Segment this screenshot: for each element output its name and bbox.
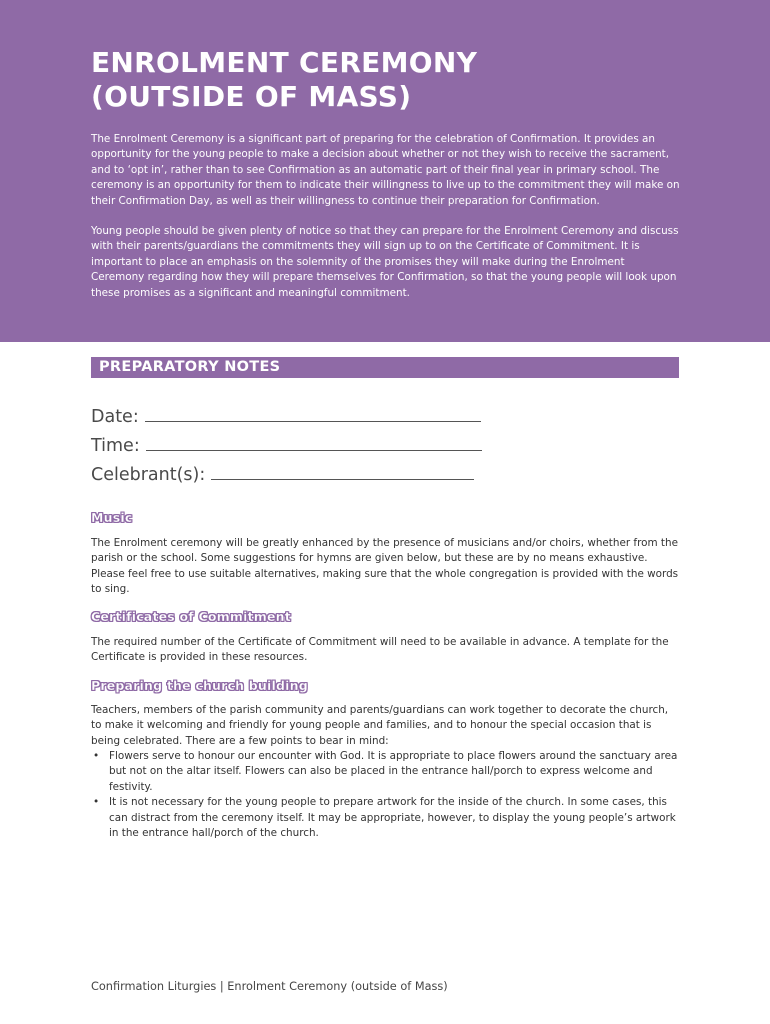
time-blank-line[interactable]	[146, 450, 482, 451]
list-item	[91, 749, 681, 795]
intro-paragraph-1: The Enrolment Ceremony is a significant part of preparing for the celebration of Confirmation. It provides an opportunity for the young people to make a decision about whether or not they wish to receive the sacrament, and to ‘opt in’, rather than to see Confirmation as an automatic part of their final year in primary school. The ceremony is an opportunity for them to indicate their willingness to live up to the commitment they will make on their Confirmation Day, as well as their willingness to continue their preparation for Confirmation.	[91, 133, 680, 207]
music-text: The Enrolment ceremony will be greatly enhanced by the presence of musicians and/or choirs, whether from the parish or the school. Some suggestions for hymns are given below, but these are by no means exhaustive. Please feel free to use suitable alternatives, making sure that the whole congregation is provided with the words to sing.	[91, 537, 679, 596]
title-line-1: ENROLMENT CEREMONY	[91, 46, 478, 79]
celebrant-label: Celebrant(s):	[91, 465, 206, 485]
list-item	[91, 795, 681, 841]
preparatory-fields	[91, 398, 491, 485]
page-footer: Confirmation Liturgies | Enrolment Ceremony (outside of Mass)	[91, 980, 448, 993]
time-label: Time:	[91, 436, 140, 456]
bullet-text: It is not necessary for the young people to prepare artwork for the inside of the church. In some cases, this can distract from the ceremony itself. It may be appropriate, however, to display the young people’s artwork in the entrance hall/porch of the church.	[109, 796, 676, 840]
bullet-icon: •	[93, 750, 100, 762]
date-field[interactable]	[91, 398, 491, 427]
celebrant-blank-line[interactable]	[211, 479, 474, 480]
bullet-text: Flowers serve to honour our encounter with God. It is appropriate to place flowers around the sanctuary area but not on the altar itself. Flowers can also be placed in the entrance hall/porch to express welcome and festivity.	[109, 750, 678, 793]
church-building-heading: Preparing the church building	[91, 678, 308, 693]
date-blank-line[interactable]	[145, 421, 481, 422]
music-heading: Music	[91, 510, 133, 525]
page-title	[91, 46, 477, 114]
header-banner	[0, 0, 770, 342]
intro-paragraph-2: Young people should be given plenty of notice so that they can prepare for the Enrolment Ceremony and discuss with their parents/guardians the commitments they will sign up to on the Certificate of Commitment. It is important to place an emphasis on the solemnity of the promises they will make during the Enrolment Ceremony regarding how they will prepare themselves for Confirmation, so that the young people will look upon these promises as a significant and meaningful commitment.	[91, 225, 679, 299]
certificates-heading: Certificates of Commitment	[91, 609, 291, 624]
church-building-text: Teachers, members of the parish community and parents/guardians can work together to decorate the church, to make it welcoming and friendly for young people and families, and to honour the special occasion that is being celebrated. There are a few points to bear in mind:	[91, 704, 669, 747]
preparatory-notes-heading: PREPARATORY NOTES	[91, 357, 679, 378]
bullet-icon: •	[93, 796, 100, 809]
date-label: Date:	[91, 407, 139, 427]
title-line-2: (OUTSIDE OF MASS)	[91, 80, 412, 113]
celebrant-field[interactable]	[91, 456, 491, 485]
intro-text	[91, 132, 681, 301]
church-building-bullets	[91, 749, 681, 841]
time-field[interactable]	[91, 427, 491, 456]
certificates-text: The required number of the Certificate of Commitment will need to be available in advance. A template for the Certificate is provided in these resources.	[91, 636, 669, 664]
